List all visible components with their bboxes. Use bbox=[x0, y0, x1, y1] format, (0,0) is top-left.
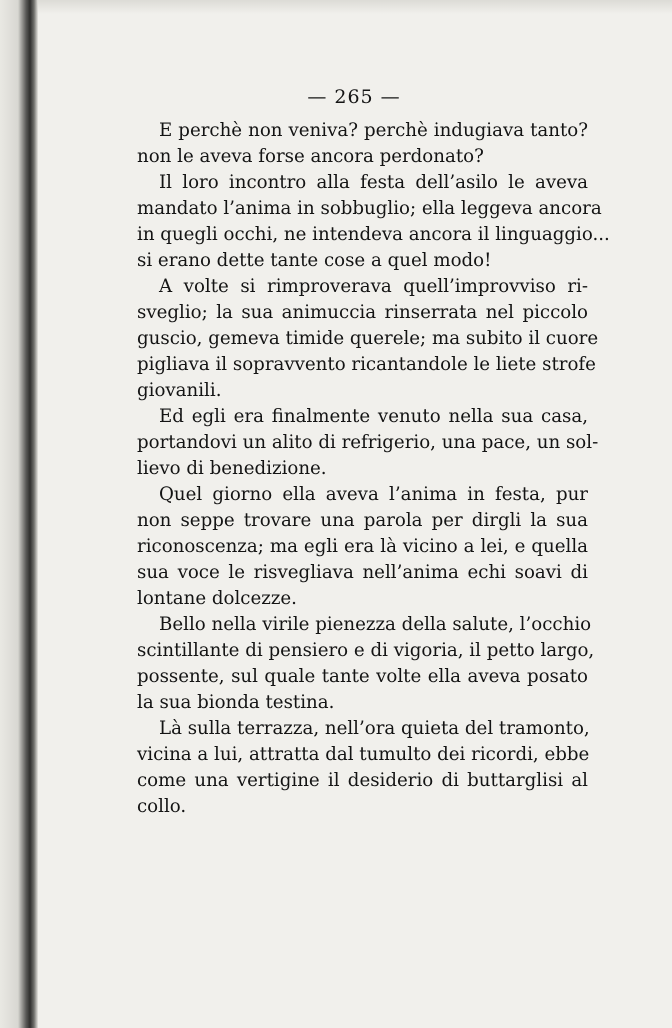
text-line: mandato l’anima in sobbuglio; ella leggeva ancora bbox=[137, 198, 602, 219]
text-line: non seppe trovare una parola per dirgli la sua bbox=[137, 510, 588, 531]
page-number: — 265 — bbox=[307, 86, 401, 108]
text-line: Là sulla terrazza, nell’ora quieta del tramonto, bbox=[159, 718, 590, 739]
text-line: la sua bionda testina. bbox=[137, 692, 335, 713]
text-line: A volte si rimproverava quell’improvviso ri- bbox=[159, 276, 588, 297]
text-line: lievo di benedizione. bbox=[137, 458, 327, 479]
text-line: in quegli occhi, ne intendeva ancora il linguaggio... bbox=[137, 224, 610, 245]
text-line: si erano dette tante cose a quel modo! bbox=[137, 250, 492, 271]
text-line: come una vertigine il desiderio di buttarglisi al bbox=[137, 770, 588, 791]
text-line: giovanili. bbox=[137, 380, 222, 401]
text-line: scintillante di pensiero e di vigoria, il petto largo, bbox=[137, 640, 595, 661]
text-line: non le aveva forse ancora perdonato? bbox=[137, 146, 484, 167]
text-line: Il loro incontro alla festa dell’asilo le aveva bbox=[159, 172, 588, 193]
text-line: sua voce le risvegliava nell’anima echi soavi di bbox=[137, 562, 588, 583]
text-line: portandovi un alito di refrigerio, una pace, un sol- bbox=[137, 432, 599, 453]
text-line: Ed egli era finalmente venuto nella sua casa, bbox=[159, 406, 588, 427]
text-line: pigliava il sopravvento ricantandole le liete strofe bbox=[137, 354, 596, 375]
text-line: E perchè non veniva? perchè indugiava tanto? bbox=[159, 120, 588, 141]
body-text bbox=[137, 118, 610, 820]
text-line: riconoscenza; ma egli era là vicino a lei, e quella bbox=[137, 536, 588, 557]
text-line: guscio, gemeva timide querele; ma subito il cuore bbox=[137, 328, 599, 349]
text-line: collo. bbox=[137, 796, 187, 817]
page-top-edge bbox=[38, 0, 672, 14]
scan-binding-shadow bbox=[0, 0, 38, 1028]
text-line: vicina a lui, attratta dal tumulto dei ricordi, ebbe bbox=[137, 744, 590, 765]
text-line: Bello nella virile pienezza della salute, l’occhio bbox=[159, 614, 592, 635]
text-line: lontane dolcezze. bbox=[137, 588, 297, 609]
text-line: possente, sul quale tante volte ella aveva posato bbox=[137, 666, 588, 687]
text-line: sveglio; la sua animuccia rinserrata nel piccolo bbox=[137, 302, 588, 323]
text-line: Quel giorno ella aveva l’anima in festa, pur bbox=[159, 484, 588, 505]
